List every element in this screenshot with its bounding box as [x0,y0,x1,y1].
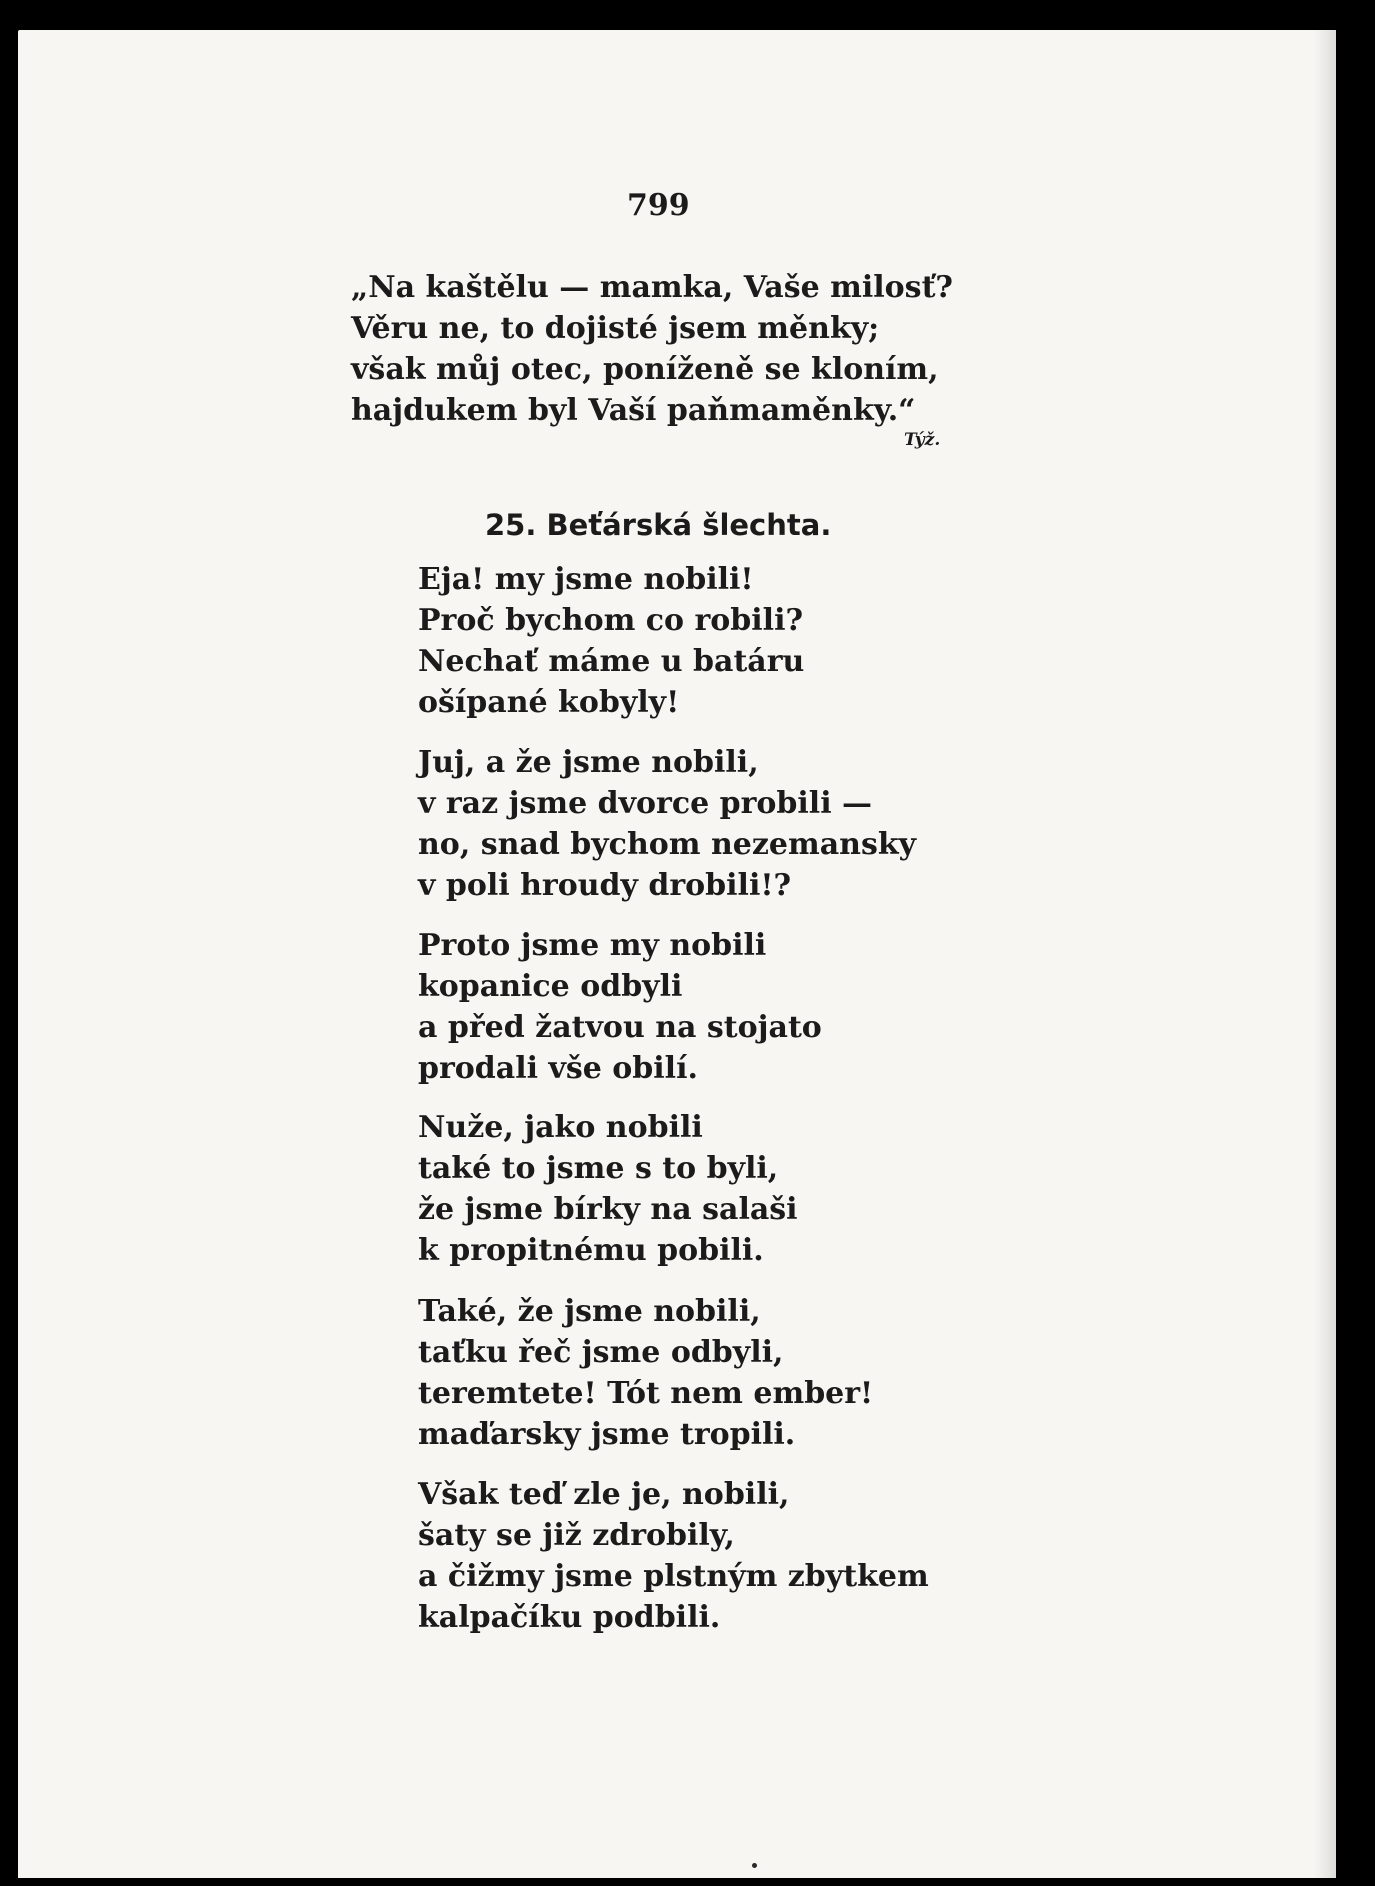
poem-stanza-6 [418,1474,929,1638]
intro-stanza [351,267,953,431]
poem-line: ošípané kobyly! [418,685,680,720]
poem-line: Nuže, jako nobili [418,1110,703,1145]
poem-line: kalpačíku podbili. [418,1600,721,1635]
intro-line: Věru ne, to dojisté jsem měnky; [351,311,880,346]
page-number: 799 [627,188,690,223]
poem-line: Juj, a že jsme nobili, [418,745,759,780]
poem-line: šaty se již zdrobily, [418,1518,735,1553]
poem-stanza-5 [418,1291,873,1455]
poem-stanza-3 [418,925,822,1089]
poem-line: a čižmy jsme plstným zbytkem [418,1559,929,1594]
poem-stanza-2 [418,742,916,906]
intro-line: hajdukem byl Vaší paňmaměnky.“ [351,393,916,428]
poem-line: k propitnému pobili. [418,1233,764,1268]
poem-line: Proto jsme my nobili [418,928,767,963]
poem-line: prodali vše obilí. [418,1051,698,1086]
poem-stanza-1 [418,559,804,723]
print-speck [752,1863,757,1868]
poem-line: Nechať máme u batáru [418,644,805,679]
attribution: Týž. [904,430,941,450]
intro-line: však můj otec, poníženě se kloním, [351,352,939,387]
poem-line: Také, že jsme nobili, [418,1294,761,1329]
page-edge-shadow [1314,30,1336,1878]
poem-line: kopanice odbyli [418,969,683,1004]
poem-line: také to jsme s to byli, [418,1151,779,1186]
poem-line: v poli hroudy drobili!? [418,868,792,903]
poem-stanza-4 [418,1107,798,1271]
poem-line: Proč bychom co robili? [418,603,804,638]
book-page [18,30,1336,1878]
poem-line: teremtete! Tót nem ember! [418,1376,874,1411]
poem-line: že jsme bírky na salaši [418,1192,798,1227]
poem-line: a před žatvou na stojato [418,1010,822,1045]
poem-line: no, snad bychom nezemansky [418,827,917,862]
poem-line: taťku řeč jsme odbyli, [418,1335,784,1370]
poem-line: Však teď zle je, nobili, [418,1477,790,1512]
poem-title: 25. Beťárská šlechta. [485,508,832,542]
poem-line: Eja! my jsme nobili! [418,562,754,597]
intro-line: „Na kaštělu — mamka, Vaše milosť? [351,270,954,305]
poem-line: maďarsky jsme tropili. [418,1417,796,1452]
poem-line: v raz jsme dvorce probili — [418,786,873,821]
